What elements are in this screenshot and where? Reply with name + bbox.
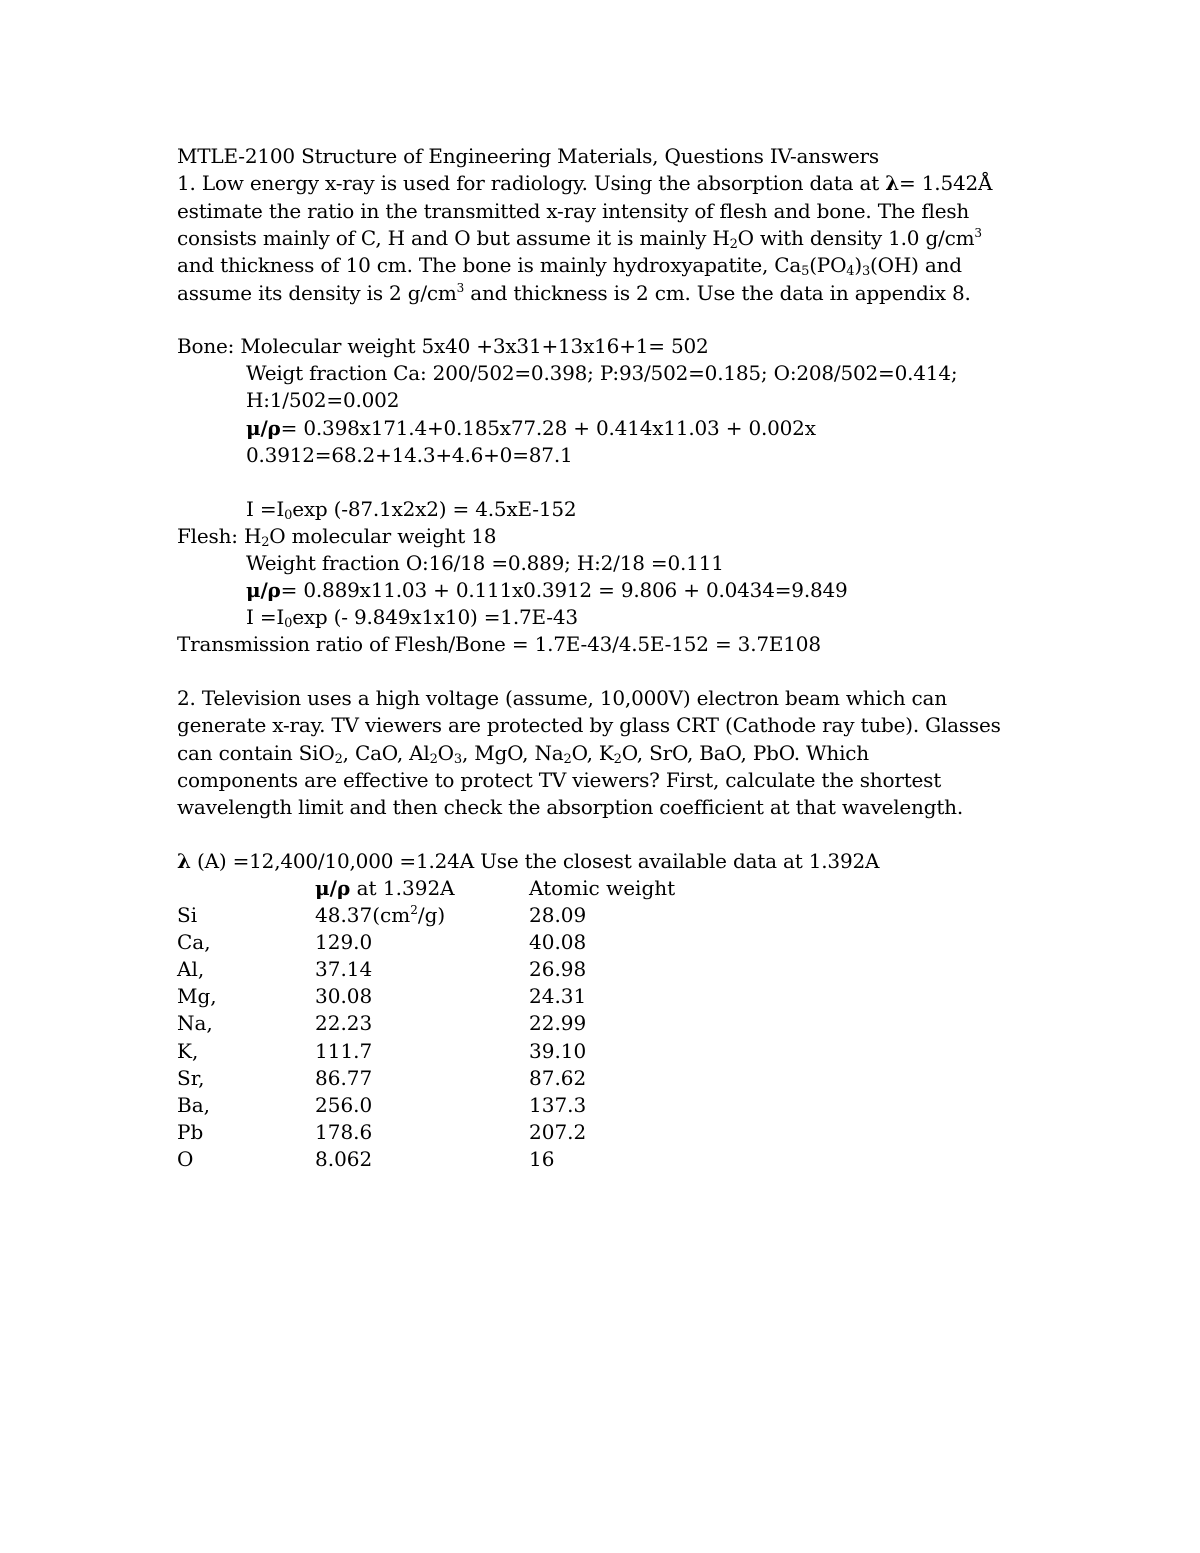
atomic-weight-cell: 137.3: [529, 1092, 587, 1117]
q2-text: , MgO, Na: [461, 741, 564, 765]
element-cell: Pb: [177, 1119, 204, 1144]
subscript: 2: [729, 237, 738, 252]
superscript: 3: [456, 281, 465, 295]
bone-line-3: H:1/502=0.002: [246, 388, 400, 412]
subscript: 5: [801, 264, 810, 279]
element-cell: K,: [177, 1038, 199, 1063]
atomic-weight-cell: 39.10: [529, 1038, 587, 1063]
q1-text: ): [854, 253, 862, 277]
table-row: [177, 1010, 877, 1037]
q1-line-1: [177, 170, 992, 197]
atomic-weight-cell: 40.08: [529, 930, 587, 955]
wavelength-calc: [177, 848, 879, 875]
q2-line-4: components are effective to protect TV viewers? First, calculate the shortest: [177, 768, 942, 792]
mu-rho-cell: 256.0: [315, 1092, 373, 1117]
element-cell: Al,: [177, 957, 205, 982]
mu-rho-cell: 178.6: [315, 1119, 373, 1144]
table-row: [177, 1065, 877, 1092]
q1-text: and thickness of 10 cm. The bone is mainly hydroxyapatite, Ca: [177, 253, 802, 277]
subscript: 0: [284, 616, 293, 631]
mu-rho-cell: [315, 902, 445, 929]
table-row: [177, 929, 877, 956]
element-cell: Mg,: [177, 984, 217, 1009]
q1-text: (PO: [809, 253, 847, 277]
bone-line-1: Bone: Molecular weight 5x40 +3x31+13x16+1= 502: [177, 334, 709, 358]
flesh-line-2: Weight fraction O:16/18 =0.889; H:2/18 =0.111: [246, 551, 724, 575]
flesh-line-4: [246, 604, 578, 631]
q1-text: = 1.542Å: [899, 171, 993, 195]
element-cell: Ba,: [177, 1092, 210, 1117]
mu-rho-cell: 111.7: [315, 1038, 373, 1063]
q2-text: , CaO, Al: [342, 741, 430, 765]
q1-text: and thickness is 2 cm. Use the data in appendix 8.: [464, 281, 971, 305]
table-row: [177, 1119, 877, 1146]
q1-text: consists mainly of C, H and O but assume it is mainly H: [177, 226, 730, 250]
flesh-text: exp (- 9.849x1x10) =1.7E-43: [292, 605, 578, 629]
q1-text: (OH) and: [870, 253, 962, 277]
q1-text: 1. Low energy x-ray is used for radiology. Using the absorption data at: [177, 171, 886, 195]
col-atomic-weight-header: Atomic weight: [529, 876, 676, 900]
unit-text: /g): [417, 903, 446, 927]
subscript: 4: [846, 264, 855, 279]
document-title: MTLE-2100 Structure of Engineering Materials, Questions IV-answers: [177, 144, 879, 168]
table-row: [177, 1146, 877, 1173]
bone-text: I =I: [246, 497, 285, 521]
q2-line-5: wavelength limit and then check the absorption coefficient at that wavelength.: [177, 795, 964, 819]
superscript: 2: [410, 903, 418, 917]
subscript: 2: [613, 752, 622, 767]
atomic-weight-cell: 22.99: [529, 1011, 587, 1036]
mu-rho-symbol: μ/ρ: [315, 876, 351, 900]
table-header: [177, 875, 877, 902]
mu-rho-cell: 8.062: [315, 1146, 373, 1171]
atomic-weight-cell: 207.2: [529, 1119, 587, 1144]
subscript: 3: [861, 264, 871, 279]
col-mu-rho-header: [315, 875, 455, 902]
bone-line-4: [246, 415, 816, 442]
subscript: 2: [563, 752, 572, 767]
table-row: [177, 902, 877, 929]
mu-rho-cell: 86.77: [315, 1065, 373, 1090]
atomic-weight-cell: 26.98: [529, 957, 587, 982]
flesh-line-3: [246, 577, 848, 604]
lambda-symbol: λ: [177, 849, 191, 873]
header-text: at 1.392A: [350, 876, 455, 900]
q2-line-3: [177, 740, 869, 767]
element-cell: Ca,: [177, 930, 211, 955]
q2-text: can contain SiO: [177, 741, 335, 765]
flesh-text: I =I: [246, 605, 285, 629]
bone-text: exp (-87.1x2x2) = 4.5xE-152: [292, 497, 577, 521]
q1-text: O with density 1.0 g/cm: [737, 226, 975, 250]
q1-line-4: [177, 252, 962, 279]
q2-text: O, SrO, BaO, PbO. Which: [621, 741, 869, 765]
mu-rho-cell: 37.14: [315, 957, 373, 982]
transmission-ratio: Transmission ratio of Flesh/Bone = 1.7E-43/4.5E-152 = 3.7E108: [177, 632, 821, 656]
subscript: 2: [261, 535, 270, 550]
subscript: 3: [453, 752, 462, 767]
mu-rho-cell: 129.0: [315, 930, 373, 955]
bone-line-2: Weigt fraction Ca: 200/502=0.398; P:93/502=0.185; O:208/502=0.414;: [246, 361, 958, 385]
q2-text: O: [437, 741, 454, 765]
mu-rho-cell: 30.08: [315, 984, 373, 1009]
element-cell: Sr,: [177, 1065, 205, 1090]
superscript: 3: [974, 226, 982, 240]
subscript: 2: [334, 752, 343, 767]
mu-rho-symbol: μ/ρ: [246, 416, 281, 440]
lambda-symbol: λ: [885, 171, 900, 195]
table-row: [177, 1092, 877, 1119]
q2-text: O, K: [571, 741, 614, 765]
q2-line-2: generate x-ray. TV viewers are protected by glass CRT (Cathode ray tube). Glasses: [177, 713, 1001, 737]
q1-line-5: [177, 280, 971, 307]
element-cell: Na,: [177, 1011, 213, 1036]
q2-line-1: 2. Television uses a high voltage (assume, 10,000V) electron beam which can: [177, 686, 947, 710]
calc-text: (A) =12,400/10,000 =1.24A Use the closest available data at 1.392A: [190, 849, 880, 873]
bone-line-6: [246, 496, 576, 523]
atomic-weight-cell: 24.31: [529, 984, 587, 1009]
flesh-text: = 0.889x11.03 + 0.111x0.3912 = 9.806 + 0.0434=9.849: [280, 578, 848, 602]
table-row: [177, 983, 877, 1010]
q1-line-3: [177, 225, 982, 252]
mu-rho-value: 48.37(cm: [315, 903, 411, 927]
element-cell: O: [177, 1146, 194, 1171]
bone-line-5: 0.3912=68.2+14.3+4.6+0=87.1: [246, 443, 573, 467]
atomic-weight-cell: 16: [529, 1146, 555, 1171]
mu-rho-cell: 22.23: [315, 1011, 373, 1036]
element-cell: Si: [177, 903, 198, 927]
subscript: 2: [429, 752, 438, 767]
flesh-text: O molecular weight 18: [269, 524, 497, 548]
subscript: 0: [284, 508, 293, 523]
table-row: [177, 956, 877, 983]
bone-text: = 0.398x171.4+0.185x77.28 + 0.414x11.03 + 0.002x: [280, 416, 816, 440]
flesh-text: Flesh: H: [177, 524, 262, 548]
atomic-weight-cell: 87.62: [529, 1065, 587, 1090]
q1-text: assume its density is 2 g/cm: [177, 281, 457, 305]
atomic-weight-cell: 28.09: [529, 903, 587, 927]
q1-line-2: estimate the ratio in the transmitted x-ray intensity of flesh and bone. The flesh: [177, 199, 970, 223]
flesh-line-1: [177, 523, 496, 550]
table-row: [177, 1038, 877, 1065]
mu-rho-symbol: μ/ρ: [246, 578, 281, 602]
